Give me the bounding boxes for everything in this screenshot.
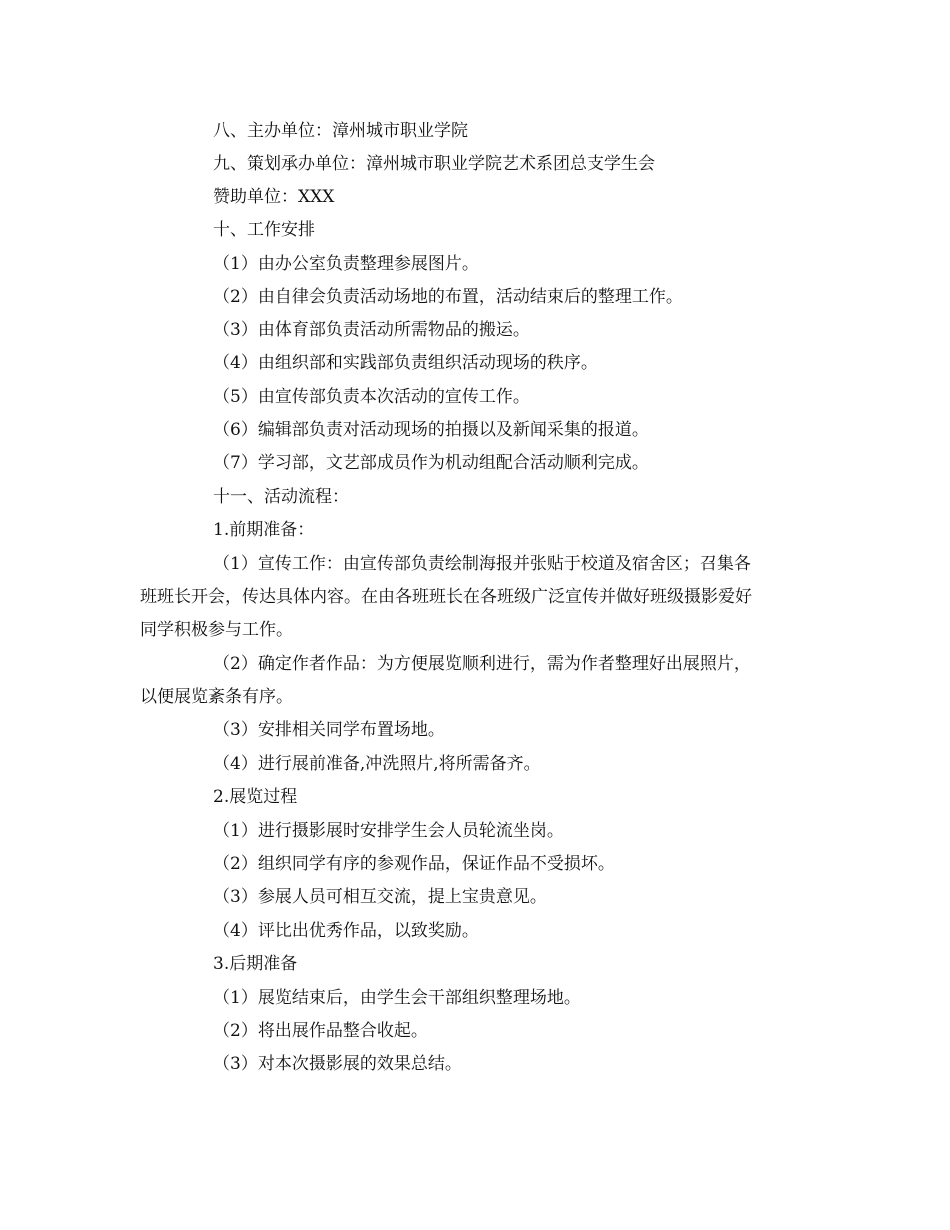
subsection-exhibition: 2.展览过程	[213, 787, 298, 807]
work-item: （7）学习部，文艺部成员作为机动组配合活动顺利完成。	[213, 453, 649, 473]
work-item: （3）由体育部负责活动所需物品的搬运。	[213, 320, 530, 340]
work-item: （1）由办公室负责整理参展图片。	[213, 254, 479, 274]
paragraph-line: （1）宣传工作：由宣传部负责绘制海报并张贴于校道及宿舍区；召集各	[213, 554, 751, 574]
paragraph-line: 同学积极参与工作。	[140, 620, 293, 640]
paragraph-line: （2）确定作者作品：为方便展览顺利进行，需为作者整理好出展照片，	[213, 654, 751, 674]
exhibition-item: （1）进行摄影展时安排学生会人员轮流坐岗。	[213, 821, 564, 841]
paragraph-line: 班班长开会，传达具体内容。在由各班班长在各班级广泛宣传并做好班级摄影爱好	[140, 587, 752, 607]
post-item: （1）展览结束后，由学生会干部组织整理场地。	[213, 988, 581, 1008]
section-organizer: 九、策划承办单位：漳州城市职业学院艺术系团总支学生会	[213, 154, 655, 174]
sponsor-line: 赞助单位：XXX	[213, 187, 335, 207]
exhibition-item: （3）参展人员可相互交流，提上宝贵意见。	[213, 887, 547, 907]
exhibition-item: （4）评比出优秀作品，以致奖励。	[213, 921, 479, 941]
section-work-arrangement: 十、工作安排	[213, 220, 315, 240]
work-item: （5）由宣传部负责本次活动的宣传工作。	[213, 387, 530, 407]
paragraph-line: 以便展览紊条有序。	[140, 687, 293, 707]
prep-item: （4）进行展前准备,冲洗照片,将所需备齐。	[213, 754, 541, 774]
section-activity-flow: 十一、活动流程：	[213, 487, 349, 507]
section-host: 八、主办单位：漳州城市职业学院	[213, 121, 468, 141]
prep-item: （3）安排相关同学布置场地。	[213, 720, 445, 740]
work-item: （2）由自律会负责活动场地的布置，活动结束后的整理工作。	[213, 287, 683, 307]
subsection-preparation: 1.前期准备：	[213, 520, 315, 540]
work-item: （4）由组织部和实践部负责组织活动现场的秩序。	[213, 353, 598, 373]
subsection-post: 3.后期准备	[213, 954, 298, 974]
work-item: （6）编辑部负责对活动现场的拍摄以及新闻采集的报道。	[213, 420, 649, 440]
post-item: （3）对本次摄影展的效果总结。	[213, 1054, 462, 1074]
exhibition-item: （2）组织同学有序的参观作品，保证作品不受损坏。	[213, 854, 615, 874]
post-item: （2）将出展作品整合收起。	[213, 1021, 428, 1041]
